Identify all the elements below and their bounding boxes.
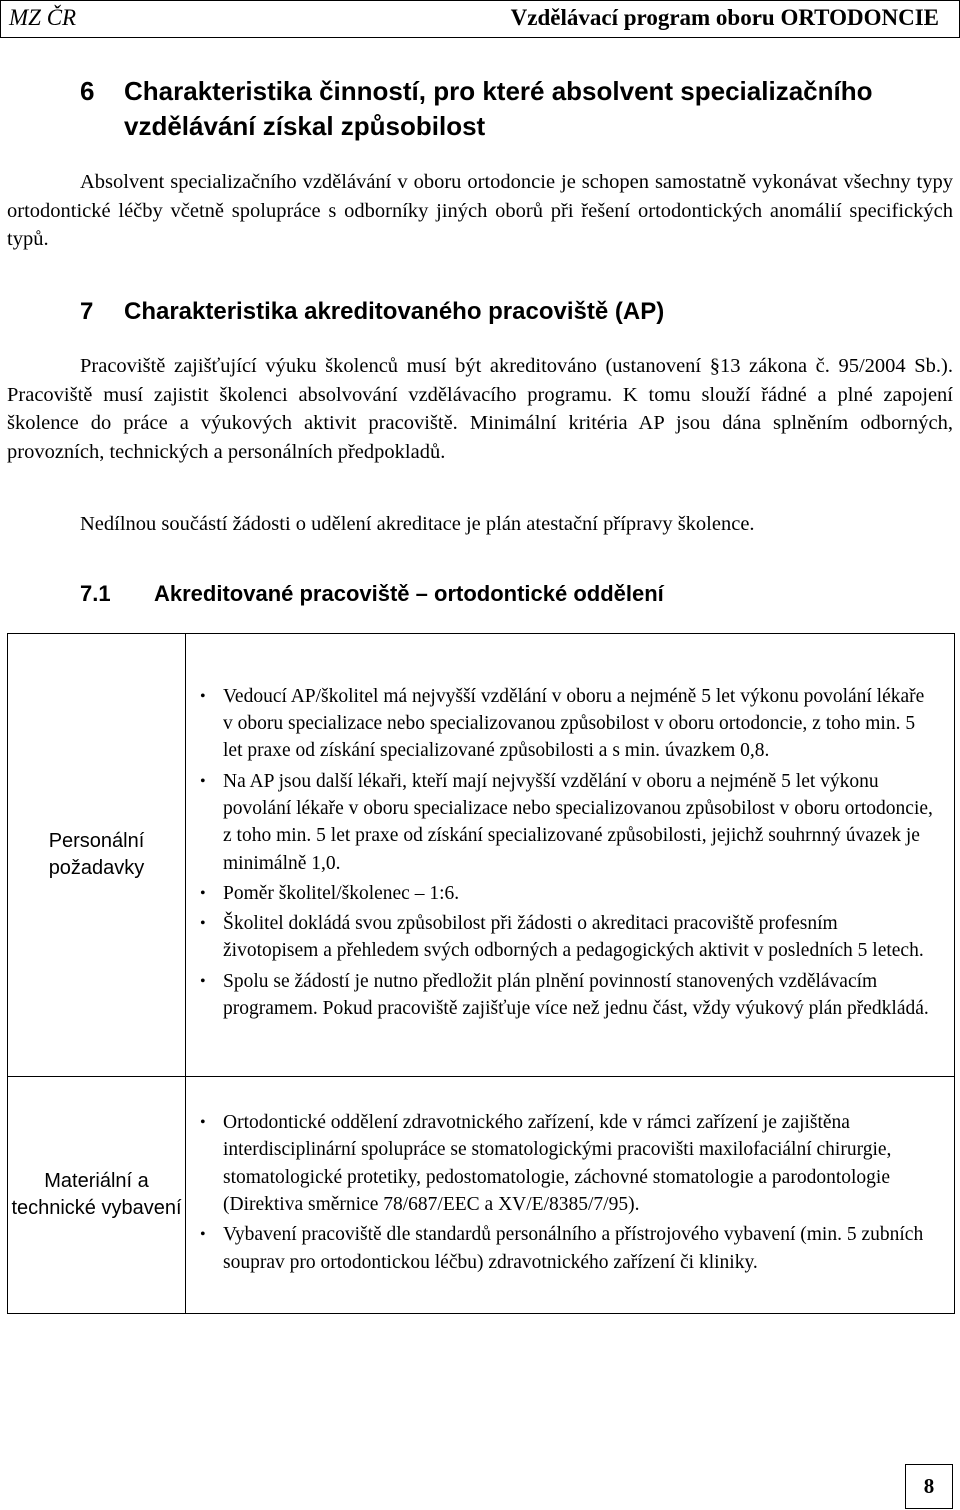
material-requirements-label: Materiální a technické vybavení: [8, 1077, 186, 1314]
page-number: 8: [905, 1464, 953, 1509]
section-7-1-title: Akreditované pracoviště – ortodontické oddělení: [154, 581, 664, 606]
bullet-icon: •: [200, 1114, 206, 1132]
header-program-title: Vzdělávací program oboru ORTODONCIE: [510, 5, 939, 30]
section-6-heading: [80, 74, 940, 144]
list-item: • Vybavení pracoviště dle standardů personálního a přístrojového vybavení (min. 5 zubních souprav pro ortodontickou léčbu) zdravotnického zařízení či kliniky.: [198, 1221, 934, 1276]
personal-requirements-label: Personální požadavky: [8, 634, 186, 1077]
section-6-text: Absolvent specializačního vzdělávání v oboru ortodoncie je schopen samostatně vykonávat všechny typy ortodontické léčby včetně spolupráce s odborníky jiných oborů při řešení ortodontických anomálií specifických typů.: [7, 171, 953, 250]
table-row-material: [8, 1077, 955, 1314]
list-item: • Na AP jsou další lékaři, kteří mají nejvyšší vzdělání v oboru a nejméně 5 let výkonu povolání lékaře v oboru specializace nebo specializovanou způsobilost v oboru ortodoncie, z toho min. 5 let praxe od získání specializované způsobilosti, jejichž souhrnný úvazek je minimálně 1,0.: [198, 768, 934, 877]
list-item: • Školitel dokládá svou způsobilost při žádosti o akreditaci pracoviště profesním životopisem a přehledem svých odborných a pedagogických aktivit v posledních 5 letech.: [198, 910, 934, 965]
bullet-icon: •: [200, 972, 206, 990]
section-7-1-heading: [80, 578, 664, 610]
bullet-icon: •: [200, 1226, 206, 1244]
section-6-number: 6: [80, 76, 95, 106]
section-7-title: Charakteristika akreditovaného pracoviště (AP): [124, 298, 665, 325]
list-item: • Vedoucí AP/školitel má nejvyšší vzdělání v oboru a nejméně 5 let výkonu povolání lékaře v oboru specializace nebo specializovanou způsobilost v oboru ortodoncie, z toho min. 5 let praxe od získání specializované způsobilosti a s min. úvazkem 0,8.: [198, 683, 934, 765]
section-6-title: Charakteristika činností, pro které absolvent specializačního vzdělávání získal způsobilost: [124, 76, 873, 141]
bullet-icon: •: [200, 884, 206, 902]
section-7-number: 7: [80, 298, 94, 325]
section-7-text: Pracoviště zajišťující výuku školenců musí být akreditováno (ustanovení §13 zákona č. 95/2004 Sb.). Pracoviště musí zajistit školenci absolvování vzdělávacího programu. K tomu slouží řádné a plné zapojení školence do práce a výukových aktivit pracoviště. Minimální kritéria AP jsou dána splněním odborných, provozních, technických a personálních předpokladů.: [7, 355, 953, 463]
requirements-table: [7, 633, 955, 1314]
list-item: • Spolu se žádostí je nutno předložit plán plnění povinností stanovených vzdělávacím programem. Pokud pracoviště zajišťuje více než jednu část, vždy výukový plán předkládá.: [198, 968, 934, 1023]
material-requirements-cell: [186, 1077, 955, 1314]
list-item: • Poměr školitel/školenec – 1:6.: [198, 880, 934, 907]
section-7-1-number: 7.1: [80, 581, 111, 606]
bullet-icon: •: [200, 772, 206, 790]
section-7-note: Nedílnou součástí žádosti o udělení akreditace je plán atestační přípravy školence.: [80, 513, 755, 535]
bullet-icon: •: [200, 915, 206, 933]
personal-requirements-list: [198, 683, 934, 1023]
material-requirements-list: [198, 1109, 934, 1276]
bullet-icon: •: [200, 687, 206, 705]
page-header: [0, 0, 960, 38]
table-row-personal: [8, 634, 955, 1077]
section-7-heading: [80, 296, 664, 328]
list-item: • Ortodontické oddělení zdravotnického zařízení, kde v rámci zařízení je zajištěna interdisciplinární spolupráce se stomatologickými pracovišti maxilofaciální chirurgie, stomatologické protetiky, pedostomatologie, záchovné stomatologie a parodontologie (Direktiva směrnice 78/687/EEC a XV/E/8385/7/95).: [198, 1109, 934, 1218]
header-ministry: MZ ČR: [9, 5, 77, 30]
personal-requirements-cell: [186, 634, 955, 1077]
